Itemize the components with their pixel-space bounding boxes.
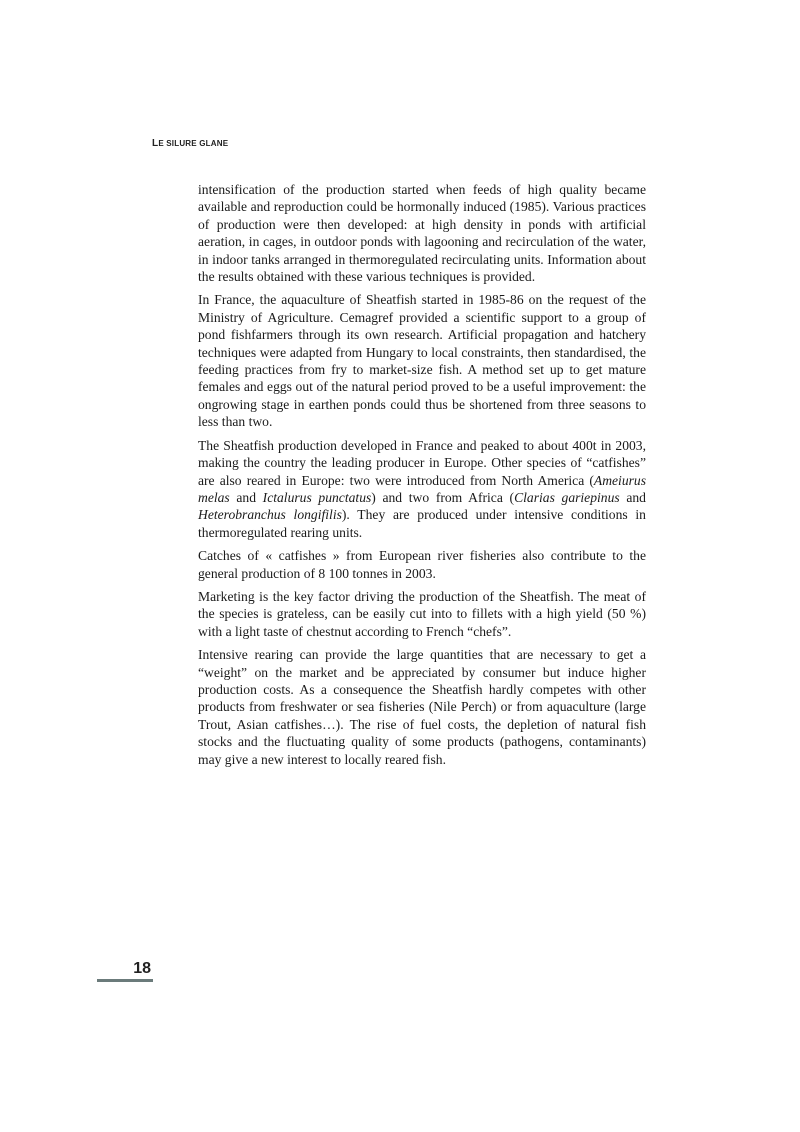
paragraph-3-text-5: ). They are produced under intensive conditions in thermoregulated rearing units. <box>198 507 646 540</box>
species-name-ameiurus: Ameiurus melas <box>198 472 646 505</box>
species-name-ictalurus: Ictalurus punctatus <box>262 489 372 505</box>
running-head <box>152 138 228 149</box>
paragraph-3-text-3: ) and two from Africa ( <box>371 489 515 505</box>
body-text <box>198 181 646 774</box>
paragraph-3-text-1: The Sheatfish production developed in France and peaked to about 400t in 2003, making the country the leading producer in Europe. Other species of “catfishes” are also reared in Europe: two were introduced from North America ( <box>198 437 646 488</box>
paragraph-4: Catches of « catfishes » from European river fisheries also contribute to the general production of 8 100 tonnes in 2003. <box>198 548 646 581</box>
page-folio <box>97 960 153 982</box>
paragraph-3-text-4: and <box>619 489 646 505</box>
running-head-rest: E SILURE GLANE <box>158 139 229 148</box>
running-head-initial: L <box>152 138 159 149</box>
species-name-heterobranchus: Heterobranchus longifilis <box>198 507 342 523</box>
paragraph-6: Intensive rearing can provide the large quantities that are necessary to get a “weight” on the market and be appreciated by consumer but induce higher production costs. As a consequence the Sheatfish hardly competes with other products from freshwater or sea fisheries (Nile Perch) or from aquaculture (large Trout, Asian catfishes…). The rise of fuel costs, the depletion of natural fish stocks and the fluctuating quality of some products (pathogens, contaminants) may give a new interest to locally reared fish. <box>198 647 646 767</box>
paragraph-2: In France, the aquaculture of Sheatfish started in 1985-86 on the request of the Ministry of Agriculture. Cemagref provided a scientific support to a group of pond fishfarmers through its own research. Artificial propagation and hatchery techniques were adapted from Hungary to local constraints, then standardised, the feeding practices from fry to market-size fish. A method set up to get mature females and eggs out of the natural period proved to be a useful improvement: the ongrowing stage in earthen ponds could thus be shortened from three seasons to less than two. <box>198 292 646 430</box>
paragraph-3 <box>198 437 646 541</box>
paragraph-1: intensification of the production started when feeds of high quality became available and reproduction could be hormonally induced (1985). Various practices of production were then developed: at high density in ponds with artificial aeration, in cages, in outdoor ponds with lagooning and recirculation of the water, in indoor tanks arranged in thermoregulated recirculating units. Information about the results obtained with these various techniques is provided. <box>198 182 646 285</box>
paragraph-5: Marketing is the key factor driving the production of the Sheatfish. The meat of the species is grateless, can be easily cut into to fillets with a high yield (50 %) with a light taste of chestnut according to French “chefs”. <box>198 588 646 639</box>
species-name-clarias: Clarias gariepinus <box>514 489 620 505</box>
paragraph-3-text-2: and <box>229 489 263 505</box>
page-number: 18 <box>133 960 151 977</box>
page-number-rule <box>97 979 153 982</box>
